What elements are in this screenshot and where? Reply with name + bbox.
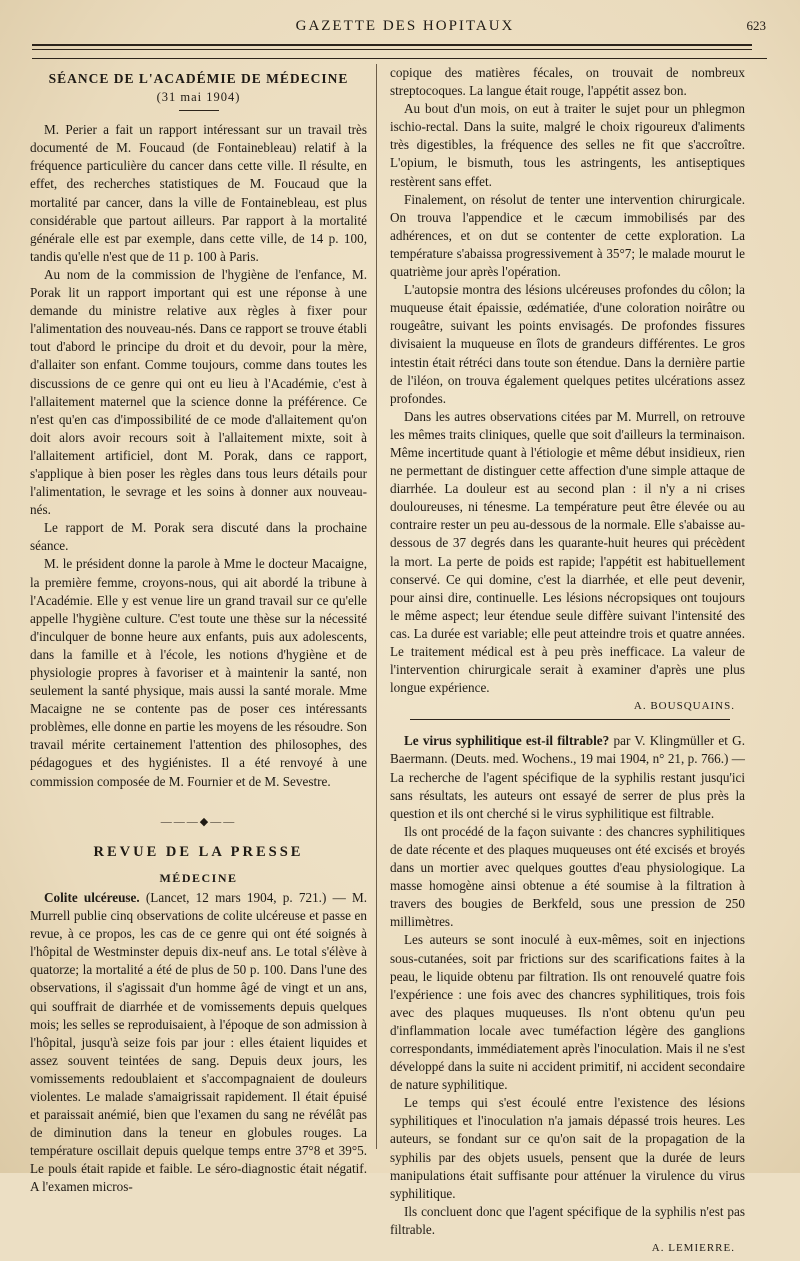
virus-title: Le virus syphilitique est-il filtrable? bbox=[404, 733, 610, 749]
colite-title: Colite ulcéreuse. bbox=[44, 889, 140, 905]
page-number: 623 bbox=[746, 18, 766, 33]
signature-lemierre: A. LEMIERRE. bbox=[651, 1242, 735, 1254]
left-column bbox=[30, 64, 367, 1197]
section-rule bbox=[179, 110, 219, 111]
article-virus bbox=[390, 732, 745, 822]
conclusion-text: Ils concluent donc que l'agent spécifique de la syphilis n'est pas filtrable. bbox=[390, 1203, 745, 1237]
paragraph-intervention: Finalement, on résolut de tenter une intervention chirurgicale. On trouva l'appendice et le cæcum immobilisés par des adhérences, et on dut se contenter de cette exploration. La température s'abaissa progressivement à 35°7; le malade mourut le quatrième jour après l'opération. bbox=[390, 191, 745, 280]
article-rule bbox=[410, 719, 730, 720]
colite-reference: (Lancet, 12 mars 1904, p. 721.) — M. Murrell bbox=[30, 889, 367, 924]
paragraph-temps: Le temps qui s'est écoulé entre l'existence des lésions syphilitiques et l'inoculation n'a jamais dépassé trois heures. Les auteurs, se fondant sur ce qu'on sait de la propagation de la syphilis par des objets usuels, pensent que la durée de leurs manipulations était suffisante pour atténuer la virulence du virus syphilitique. bbox=[390, 1095, 745, 1201]
rubric-medecine: MÉDECINE bbox=[159, 870, 238, 885]
section-date: (31 mai 1904) bbox=[156, 90, 241, 105]
paragraph-conclusion bbox=[390, 1203, 745, 1239]
right-column bbox=[390, 64, 745, 1261]
paragraph-colite-continued: copique des matières fécales, on trouvait de nombreux streptocoques. La langue était rouge, l'appétit assez bon. bbox=[390, 65, 745, 99]
journal-title: GAZETTE DES HOPITAUX bbox=[295, 18, 515, 34]
virus-reference: par V. Klingmüller et G. Baermann. (Deuts. med. Wochens., 19 mai 1904, n° 21, p. 766.) bbox=[390, 733, 745, 767]
header-rule-bottom bbox=[32, 58, 767, 59]
signature-bousquains: A. BOUSQUAINS. bbox=[633, 700, 735, 713]
page-header bbox=[40, 16, 770, 38]
section-ornament: ———◆—— bbox=[160, 815, 237, 828]
paragraph-perier: M. Perier a fait un rapport intéressant sur un travail très documenté de M. Foucaud (de Fontainebleau) relatif à la fréquence particulière du cancer dans cette ville. Il résulte, en effet, des recherches statistiques de M. Foucaud que la mortalité par cancer, dans la ville de Fontainebleau, est plus considérable que partout ailleurs. Par rapport à la mortalité générale elle est par exemple, dans cette ville, de 14 p. 100, tandis qu'elle n'est que de 11 p. 100 à Paris. bbox=[30, 122, 367, 264]
header-rule-thick bbox=[32, 44, 752, 46]
paragraph-procede: Ils ont procédé de la façon suivante : des chancres syphilitiques de date récente et des plaques muqueuses ont été excisés et broyés dans un mortier avec quelques gouttes d'eau physiologique. La masse homogène ainsi obtenue a été soumise à la filtration à travers des bougies de Berkfeld, sous une pression de 250 millimètres. bbox=[390, 823, 745, 930]
colite-body: publie cinq observations de colite ulcéreuse et passe en revue, à ce propos, les cas de ce genre qui ont été soignés à l'hôpital de Westminster depuis dix-neuf ans. Le total s'élève à quatorze; la mortalité a été de plus de 50 p. 100. Dans l'une des observations, il s'agissait d'un homme âgé de vingt et un ans, qui souffrait de diarrhée et de vomissements depuis quelques mois; les selles se reproduisaient, à l'époque de son admission à l'hôpital, jusqu'à seize fois par jour : elles étaient liquides et assez souvent teintées de sang. Depuis deux jours, les vomissements redoublaient et s'accompagnaient de douleurs violentes. Le malade s'amaigrissait rapidement. Il était épuisé et paraissait anémié, bien que l'examen du sang ne révélât pas de diminution dans la teneur en globules rouges. La température oscillait depuis quelque temps entre 37°8 et 39°5. Le pouls était rapide et faible. Le séro-diagnostic était négatif. A l'examen micros- bbox=[30, 908, 367, 1195]
header-rule-thin bbox=[32, 49, 752, 50]
paragraph-autopsie: L'autopsie montra des lésions ulcéreuses profondes du côlon; la muqueuse était épaissie, œdématiée, d'une coloration noirâtre ou rougeâtre, suivant les points envisagés. De profondes fissures divisaient la muqueuse en îlots de grandeurs différentes. Le gros intestin était rétréci dans toute son étendue. Dans la dernière partie de l'iléon, on trouva également quelques petites ulcérations assez profondes. bbox=[390, 282, 745, 406]
paragraph-macaigne: M. le président donne la parole à Mme le docteur Macaigne, la première femme, croyons-nous, qui ait abordé la tribune à l'Académie. Elle y est venue lire un grand travail sur ce qu'elle appelle l'hygiène culture. C'est toute une thèse sur la nécessité d'inculquer de bonne heure aux enfants, puis aux adolescents, dans la famille et à l'école, les notions d'hygiène et de physiologie propres à favoriser et à maintenir la santé, non seulement la santé physique, mais aussi la santé morale. Mme Macaigne ne se contente pas de poser ces intéressants problèmes, elle donne en partie les moyens de les résoudre. Son travail mérite certainement l'attention des philosophes, des pédagogues et des hygiénistes. Il a été renvoyé à une commission composée de M. Fournier et de M. Sevestre. bbox=[30, 556, 367, 789]
paragraph-murrell-observations: Dans les autres observations citées par M. Murrell, on retrouve les mêmes traits cliniques, quelle que soit d'ailleurs la terminaison. Même incertitude quant à l'étiologie et même début insidieux, rien ne permettant de distinguer cette affection d'une simple attaque de diarrhée. La douleur est au second plan : il n'y a ni crises douloureuses, ni ténesme. La température peut être élevée ou au contraire rester un peu au-dessous de la normale. Elle s'abaisse au-dessous de 37 degrés dans les quarante-huit heures qui précèdent la mort. La perte de poids est rapide; l'appétit est habituellement conservé. Ce qui domine, c'est la diarrhée, et elle peut devenir, pour ainsi dire, continuelle. Les lésions nécropsiques ont toujours le même aspect; leur étendue seule diffère suivant l'intensité des cas. La durée est variable; elle peut atteindre trois et quatre années. Le traitement médical est à peu près inefficace. La valeur de l'intervention chirurgicale serait à examiner d'après une plus longue expérience. bbox=[390, 408, 745, 696]
virus-body: — La recherche de l'agent spécifique de la syphilis restant jusqu'ici sans résultats, les auteurs ont essayé de serrer de plus près la question et ils ont cherché si le virus syphilitique est filtrable. bbox=[390, 751, 745, 821]
paragraph-inoculation: Les auteurs se sont inoculé à eux-mêmes, soit en injections sous-cutanées, soit par frictions sur des scarifications faites à la peau, le liquide obtenu par filtration. Ils ont renouvelé quatre fois l'expérience : une fois avec des chancres syphilitiques, trois fois avec des plaques muqueuses. Ils n'ont obtenu qu'un peu d'inflammation locale avec tuméfaction légère des ganglions correspondants, immédiatement après l'inoculation. Mais il ne s'est développé dans la suite ni accident primitif, ni accident secondaire de nature syphilitique. bbox=[390, 932, 745, 1093]
section-title: SÉANCE DE L'ACADÉMIE DE MÉDECINE bbox=[48, 71, 349, 86]
paragraph-porak-discussion: Le rapport de M. Porak sera discuté dans la prochaine séance. bbox=[30, 520, 367, 554]
paragraph-porak: Au nom de la commission de l'hygiène de l'enfance, M. Porak lit un rapport important qui est une réponse à une demande du ministre relative aux règles à fixer pour l'alimentation des nouveau-nés. Dans ce rapport se trouve établi tout d'abord le principe du droit et du devoir, pour la mère, d'allaiter son enfant. Comme toujours, comme dans toutes les discussions de ce genre qui ont eu lieu à l'Académie, c'est à l'allaitement maternel que la science donne la préférence. Ce n'est qu'en cas d'impossibilité de ce mode d'allaitement qu'on doit alors avoir recours soit à l'allaitement mixte, soit à l'allaitement artificiel, dont M. Porak, dans ce rapport, s'applique à bien poser les règles dans tous leurs détails pour l'alimentation, le sevrage et les soins à donner aux nouveau-nés. bbox=[30, 266, 367, 518]
press-review-title: REVUE DE LA PRESSE bbox=[93, 843, 304, 860]
paragraph-phlegmon: Au bout d'un mois, on eut à traiter le sujet pour un phlegmon ischio-rectal. Dans la suite, malgré le choix rigoureux d'aliments très digestibles, la fréquence des selles ne fit que s'accroître. L'opium, le bismuth, tous les astringents, les antiseptiques restèrent sans effet. bbox=[390, 101, 745, 189]
column-divider bbox=[376, 64, 377, 1149]
article-colite bbox=[30, 889, 367, 1197]
